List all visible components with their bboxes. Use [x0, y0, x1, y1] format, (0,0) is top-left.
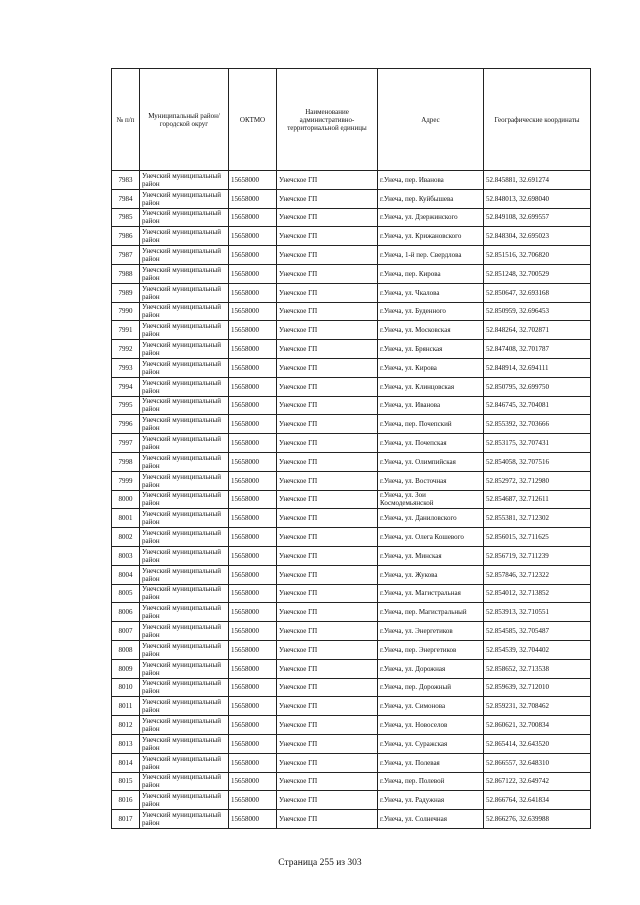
row-address: г.Унеча, пер. Иванова [378, 171, 484, 190]
row-oktmo: 15658000 [229, 810, 277, 829]
row-admin-unit: Унечское ГП [277, 659, 378, 678]
row-coordinates: 52.845881, 32.691274 [484, 171, 591, 190]
row-number: 8010 [112, 678, 140, 697]
row-number: 8001 [112, 509, 140, 528]
table-row [112, 584, 591, 603]
row-admin-unit: Унечское ГП [277, 415, 378, 434]
row-address: г.Унеча, ул. Крижановского [378, 227, 484, 246]
row-address: г.Унеча, ул. Клинцовская [378, 377, 484, 396]
table-row [112, 734, 591, 753]
row-oktmo: 15658000 [229, 377, 277, 396]
table-row [112, 246, 591, 265]
row-coordinates: 52.859231, 32.708462 [484, 697, 591, 716]
row-oktmo: 15658000 [229, 659, 277, 678]
row-district: Унечский муниципальный район [140, 640, 229, 659]
row-coordinates: 52.848304, 32.695023 [484, 227, 591, 246]
row-district: Унечский муниципальный район [140, 358, 229, 377]
row-admin-unit: Унечское ГП [277, 471, 378, 490]
row-coordinates: 52.848013, 32.698040 [484, 189, 591, 208]
row-district: Унечский муниципальный район [140, 509, 229, 528]
row-oktmo: 15658000 [229, 452, 277, 471]
row-admin-unit: Унечское ГП [277, 264, 378, 283]
table-row [112, 471, 591, 490]
table-header-row [112, 69, 591, 171]
row-address: г.Унеча, ул. Радужная [378, 791, 484, 810]
row-coordinates: 52.867122, 32.649742 [484, 772, 591, 791]
row-oktmo: 15658000 [229, 227, 277, 246]
row-admin-unit: Унечское ГП [277, 678, 378, 697]
row-coordinates: 52.848264, 32.702871 [484, 321, 591, 340]
row-number: 7990 [112, 302, 140, 321]
table-row [112, 377, 591, 396]
row-coordinates: 52.853175, 32.707431 [484, 434, 591, 453]
row-address: г.Унеча, ул. Новоселов [378, 716, 484, 735]
row-oktmo: 15658000 [229, 546, 277, 565]
row-coordinates: 52.866764, 32.641834 [484, 791, 591, 810]
row-district: Унечский муниципальный район [140, 471, 229, 490]
row-district: Унечский муниципальный район [140, 622, 229, 641]
row-district: Унечский муниципальный район [140, 716, 229, 735]
row-address: г.Унеча, ул. Почепская [378, 434, 484, 453]
table-row [112, 697, 591, 716]
row-district: Унечский муниципальный район [140, 415, 229, 434]
row-admin-unit: Унечское ГП [277, 716, 378, 735]
row-oktmo: 15658000 [229, 697, 277, 716]
row-admin-unit: Унечское ГП [277, 509, 378, 528]
table-row [112, 528, 591, 547]
row-address: г.Унеча, пер. Почепский [378, 415, 484, 434]
row-district: Унечский муниципальный район [140, 772, 229, 791]
row-address: г.Унеча, ул. Московская [378, 321, 484, 340]
row-number: 7989 [112, 283, 140, 302]
row-admin-unit: Унечское ГП [277, 810, 378, 829]
row-number: 8012 [112, 716, 140, 735]
row-oktmo: 15658000 [229, 189, 277, 208]
row-district: Унечский муниципальный район [140, 753, 229, 772]
row-oktmo: 15658000 [229, 509, 277, 528]
row-oktmo: 15658000 [229, 490, 277, 509]
row-admin-unit: Унечское ГП [277, 208, 378, 227]
row-admin-unit: Унечское ГП [277, 452, 378, 471]
row-oktmo: 15658000 [229, 415, 277, 434]
row-district: Унечский муниципальный район [140, 264, 229, 283]
header-number: № п/п [112, 69, 140, 171]
row-address: г.Унеча, ул. Олимпийская [378, 452, 484, 471]
table-row [112, 772, 591, 791]
registry-table [111, 68, 591, 829]
table-row [112, 358, 591, 377]
row-oktmo: 15658000 [229, 246, 277, 265]
row-oktmo: 15658000 [229, 396, 277, 415]
row-district: Унечский муниципальный район [140, 546, 229, 565]
row-admin-unit: Унечское ГП [277, 340, 378, 359]
row-number: 8013 [112, 734, 140, 753]
row-admin-unit: Унечское ГП [277, 434, 378, 453]
row-address: г.Унеча, пер. Кирова [378, 264, 484, 283]
row-number: 7986 [112, 227, 140, 246]
row-oktmo: 15658000 [229, 358, 277, 377]
row-district: Унечский муниципальный район [140, 810, 229, 829]
row-oktmo: 15658000 [229, 283, 277, 302]
table-row [112, 189, 591, 208]
row-district: Унечский муниципальный район [140, 584, 229, 603]
table-row [112, 546, 591, 565]
row-address: г.Унеча, ул. Буденного [378, 302, 484, 321]
row-number: 8017 [112, 810, 140, 829]
row-address: г.Унеча, ул. Даниловского [378, 509, 484, 528]
header-address: Адрес [378, 69, 484, 171]
row-number: 7992 [112, 340, 140, 359]
row-coordinates: 52.850647, 32.693168 [484, 283, 591, 302]
row-oktmo: 15658000 [229, 528, 277, 547]
row-admin-unit: Унечское ГП [277, 734, 378, 753]
row-coordinates: 52.849108, 32.699557 [484, 208, 591, 227]
row-district: Унечский муниципальный район [140, 246, 229, 265]
row-address: г.Унеча, ул. Брянская [378, 340, 484, 359]
table-row [112, 753, 591, 772]
row-admin-unit: Унечское ГП [277, 753, 378, 772]
row-address: г.Унеча, пер. Магистральный [378, 603, 484, 622]
row-number: 8014 [112, 753, 140, 772]
row-oktmo: 15658000 [229, 171, 277, 190]
row-number: 7997 [112, 434, 140, 453]
row-address: г.Унеча, ул. Восточная [378, 471, 484, 490]
row-district: Унечский муниципальный район [140, 302, 229, 321]
row-number: 7988 [112, 264, 140, 283]
row-coordinates: 52.851248, 32.700529 [484, 264, 591, 283]
row-address: г.Унеча, пер. Дорожный [378, 678, 484, 697]
row-admin-unit: Унечское ГП [277, 189, 378, 208]
table-row [112, 565, 591, 584]
table-row [112, 434, 591, 453]
row-address: г.Унеча, ул. Олега Кошевого [378, 528, 484, 547]
row-oktmo: 15658000 [229, 640, 277, 659]
table-row [112, 810, 591, 829]
table-row [112, 791, 591, 810]
row-address: г.Унеча, ул. Энергетиков [378, 622, 484, 641]
row-number: 7987 [112, 246, 140, 265]
row-oktmo: 15658000 [229, 753, 277, 772]
row-district: Унечский муниципальный район [140, 452, 229, 471]
row-admin-unit: Унечское ГП [277, 603, 378, 622]
row-oktmo: 15658000 [229, 734, 277, 753]
row-coordinates: 52.848914, 32.694111 [484, 358, 591, 377]
row-coordinates: 52.850795, 32.699750 [484, 377, 591, 396]
row-admin-unit: Унечское ГП [277, 321, 378, 340]
header-oktmo: ОКТМО [229, 69, 277, 171]
row-district: Унечский муниципальный район [140, 565, 229, 584]
row-oktmo: 15658000 [229, 434, 277, 453]
table-row [112, 171, 591, 190]
row-admin-unit: Унечское ГП [277, 546, 378, 565]
row-coordinates: 52.866557, 32.648310 [484, 753, 591, 772]
row-admin-unit: Унечское ГП [277, 358, 378, 377]
row-coordinates: 52.854585, 32.705487 [484, 622, 591, 641]
row-number: 8015 [112, 772, 140, 791]
row-number: 8008 [112, 640, 140, 659]
row-address: г.Унеча, ул. Кирова [378, 358, 484, 377]
row-address: г.Унеча, ул. Дорожная [378, 659, 484, 678]
row-address: г.Унеча, пер. Куйбышева [378, 189, 484, 208]
row-coordinates: 52.850959, 32.696453 [484, 302, 591, 321]
row-address: г.Унеча, ул. Иванова [378, 396, 484, 415]
row-admin-unit: Унечское ГП [277, 302, 378, 321]
table-row [112, 452, 591, 471]
row-admin-unit: Унечское ГП [277, 246, 378, 265]
row-district: Унечский муниципальный район [140, 340, 229, 359]
row-district: Унечский муниципальный район [140, 678, 229, 697]
row-admin-unit: Унечское ГП [277, 490, 378, 509]
row-oktmo: 15658000 [229, 565, 277, 584]
row-district: Унечский муниципальный район [140, 189, 229, 208]
row-number: 7991 [112, 321, 140, 340]
row-district: Унечский муниципальный район [140, 208, 229, 227]
row-oktmo: 15658000 [229, 622, 277, 641]
table-row [112, 659, 591, 678]
row-number: 8006 [112, 603, 140, 622]
row-oktmo: 15658000 [229, 678, 277, 697]
row-coordinates: 52.852972, 32.712980 [484, 471, 591, 490]
row-admin-unit: Унечское ГП [277, 772, 378, 791]
row-coordinates: 52.854539, 32.704402 [484, 640, 591, 659]
table-row [112, 264, 591, 283]
table-row [112, 227, 591, 246]
row-coordinates: 52.859639, 32.712010 [484, 678, 591, 697]
row-coordinates: 52.847408, 32.701787 [484, 340, 591, 359]
row-district: Унечский муниципальный район [140, 321, 229, 340]
header-coordinates: Географические координаты [484, 69, 591, 171]
row-coordinates: 52.854687, 32.712611 [484, 490, 591, 509]
table-row [112, 302, 591, 321]
table-row [112, 283, 591, 302]
row-number: 8004 [112, 565, 140, 584]
row-number: 8016 [112, 791, 140, 810]
row-number: 8000 [112, 490, 140, 509]
row-oktmo: 15658000 [229, 264, 277, 283]
row-address: г.Унеча, ул. Дзержинского [378, 208, 484, 227]
row-admin-unit: Унечское ГП [277, 283, 378, 302]
row-number: 8011 [112, 697, 140, 716]
table-row [112, 490, 591, 509]
row-number: 7983 [112, 171, 140, 190]
row-number: 7996 [112, 415, 140, 434]
row-oktmo: 15658000 [229, 471, 277, 490]
table-row [112, 716, 591, 735]
row-coordinates: 52.866276, 32.639988 [484, 810, 591, 829]
row-oktmo: 15658000 [229, 772, 277, 791]
row-district: Унечский муниципальный район [140, 396, 229, 415]
row-admin-unit: Унечское ГП [277, 377, 378, 396]
row-address: г.Унеча, ул. Чкалова [378, 283, 484, 302]
row-admin-unit: Унечское ГП [277, 528, 378, 547]
row-address: г.Унеча, ул. Суражская [378, 734, 484, 753]
row-admin-unit: Унечское ГП [277, 584, 378, 603]
row-oktmo: 15658000 [229, 716, 277, 735]
row-admin-unit: Унечское ГП [277, 697, 378, 716]
row-number: 7999 [112, 471, 140, 490]
row-coordinates: 52.851516, 32.706820 [484, 246, 591, 265]
row-district: Унечский муниципальный район [140, 659, 229, 678]
row-address: г.Унеча, ул. Солнечная [378, 810, 484, 829]
row-address: г.Унеча, 1-й пер. Свердлова [378, 246, 484, 265]
row-address: г.Унеча, ул. Жукова [378, 565, 484, 584]
row-oktmo: 15658000 [229, 584, 277, 603]
row-number: 7984 [112, 189, 140, 208]
row-oktmo: 15658000 [229, 208, 277, 227]
row-address: г.Унеча, ул. Зои Космодемьянской [378, 490, 484, 509]
table-row [112, 415, 591, 434]
table-row [112, 396, 591, 415]
row-address: г.Унеча, пер. Энергетиков [378, 640, 484, 659]
row-district: Унечский муниципальный район [140, 490, 229, 509]
row-address: г.Унеча, пер. Полевой [378, 772, 484, 791]
row-district: Унечский муниципальный район [140, 434, 229, 453]
row-coordinates: 52.860621, 32.700834 [484, 716, 591, 735]
row-number: 8003 [112, 546, 140, 565]
row-admin-unit: Унечское ГП [277, 622, 378, 641]
row-address: г.Унеча, ул. Симонова [378, 697, 484, 716]
header-admin-unit: Наименование административно-территориальной единицы [277, 69, 378, 171]
row-coordinates: 52.858652, 32.713538 [484, 659, 591, 678]
page-footer: Страница 255 из 303 [278, 858, 362, 868]
row-number: 7993 [112, 358, 140, 377]
row-coordinates: 52.854012, 32.713852 [484, 584, 591, 603]
table-row [112, 603, 591, 622]
row-district: Унечский муниципальный район [140, 528, 229, 547]
row-district: Унечский муниципальный район [140, 171, 229, 190]
row-district: Унечский муниципальный район [140, 377, 229, 396]
table-row [112, 509, 591, 528]
table-row [112, 208, 591, 227]
row-coordinates: 52.855381, 32.712302 [484, 509, 591, 528]
row-coordinates: 52.856015, 32.711625 [484, 528, 591, 547]
row-district: Унечский муниципальный район [140, 227, 229, 246]
row-district: Унечский муниципальный район [140, 791, 229, 810]
table-row [112, 340, 591, 359]
row-admin-unit: Унечское ГП [277, 227, 378, 246]
row-oktmo: 15658000 [229, 321, 277, 340]
row-oktmo: 15658000 [229, 603, 277, 622]
table-row [112, 321, 591, 340]
row-number: 7998 [112, 452, 140, 471]
row-coordinates: 52.853913, 32.710551 [484, 603, 591, 622]
row-admin-unit: Унечское ГП [277, 565, 378, 584]
row-district: Унечский муниципальный район [140, 283, 229, 302]
table-body [112, 171, 591, 829]
row-number: 7995 [112, 396, 140, 415]
row-district: Унечский муниципальный район [140, 697, 229, 716]
row-number: 7994 [112, 377, 140, 396]
row-coordinates: 52.865414, 32.643520 [484, 734, 591, 753]
row-admin-unit: Унечское ГП [277, 171, 378, 190]
row-coordinates: 52.856719, 32.711239 [484, 546, 591, 565]
row-number: 8007 [112, 622, 140, 641]
row-coordinates: 52.846745, 32.704081 [484, 396, 591, 415]
row-coordinates: 52.854058, 32.707516 [484, 452, 591, 471]
row-coordinates: 52.855392, 32.703666 [484, 415, 591, 434]
row-oktmo: 15658000 [229, 340, 277, 359]
row-number: 7985 [112, 208, 140, 227]
table-row [112, 640, 591, 659]
row-district: Унечский муниципальный район [140, 603, 229, 622]
row-address: г.Унеча, ул. Магистральная [378, 584, 484, 603]
row-oktmo: 15658000 [229, 302, 277, 321]
row-admin-unit: Унечское ГП [277, 640, 378, 659]
row-number: 8005 [112, 584, 140, 603]
header-district: Муниципальный район/городской округ [140, 69, 229, 171]
row-admin-unit: Унечское ГП [277, 791, 378, 810]
table-row [112, 678, 591, 697]
row-address: г.Унеча, ул. Полевая [378, 753, 484, 772]
row-oktmo: 15658000 [229, 791, 277, 810]
table-row [112, 622, 591, 641]
row-number: 8002 [112, 528, 140, 547]
row-coordinates: 52.857846, 32.712322 [484, 565, 591, 584]
row-address: г.Унеча, ул. Минская [378, 546, 484, 565]
row-admin-unit: Унечское ГП [277, 396, 378, 415]
row-number: 8009 [112, 659, 140, 678]
row-district: Унечский муниципальный район [140, 734, 229, 753]
